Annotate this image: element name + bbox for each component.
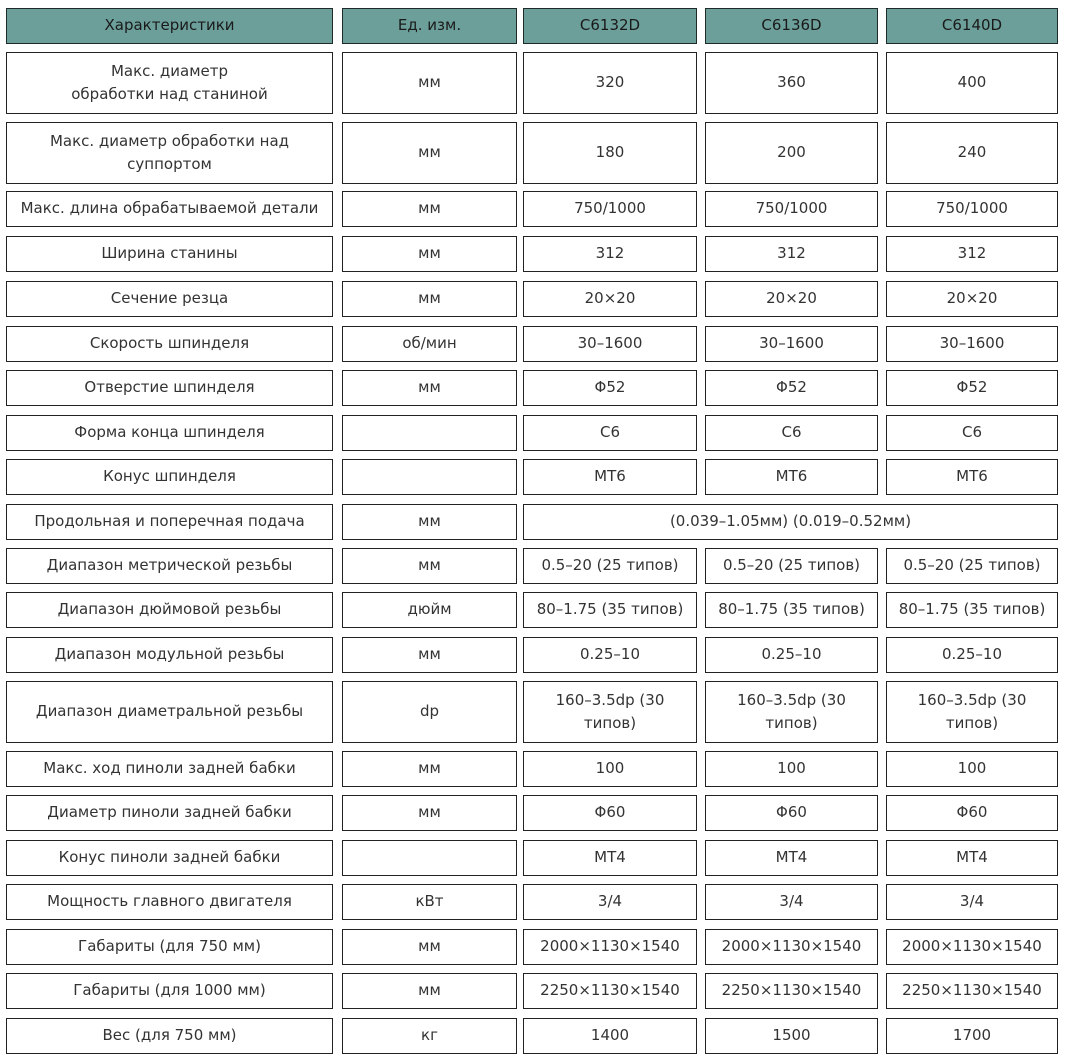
spec-value-cell: 2250×1130×1540 bbox=[705, 973, 878, 1009]
spec-unit-cell: кВт bbox=[342, 884, 517, 920]
spec-value-cell: 1400 bbox=[523, 1018, 697, 1054]
spec-value-cell: 3/4 bbox=[523, 884, 697, 920]
spec-value-cell: 100 bbox=[523, 751, 697, 787]
spec-value-cell: 180 bbox=[523, 122, 697, 184]
spec-unit-cell: кг bbox=[342, 1018, 517, 1054]
spec-value-cell: 2250×1130×1540 bbox=[886, 973, 1058, 1009]
spec-value-cell: 0.5–20 (25 типов) bbox=[705, 548, 878, 584]
spec-unit-cell bbox=[342, 415, 517, 451]
header-characteristics: Характеристики bbox=[6, 8, 333, 44]
spec-value-cell: 30–1600 bbox=[523, 326, 697, 362]
spec-value-cell: C6 bbox=[705, 415, 878, 451]
spec-value-cell: 750/1000 bbox=[705, 191, 878, 227]
spec-unit-cell: dp bbox=[342, 681, 517, 743]
spec-value-cell: 80–1.75 (35 типов) bbox=[523, 592, 697, 628]
spec-unit-cell: мм bbox=[342, 122, 517, 184]
spec-value-cell: Φ60 bbox=[523, 795, 697, 831]
spec-unit-cell: мм bbox=[342, 795, 517, 831]
spec-name-cell: Продольная и поперечная подача bbox=[6, 504, 333, 540]
spec-name-cell: Сечение резца bbox=[6, 281, 333, 317]
spec-name-cell: Макс. диаметр обработки над станиной bbox=[6, 52, 333, 114]
spec-value-cell: C6 bbox=[523, 415, 697, 451]
spec-value-cell: 240 bbox=[886, 122, 1058, 184]
spec-value-cell: 2000×1130×1540 bbox=[886, 929, 1058, 965]
spec-name-cell: Габариты (для 1000 мм) bbox=[6, 973, 333, 1009]
header-model-1: C6132D bbox=[523, 8, 697, 44]
spec-value-cell: 360 bbox=[705, 52, 878, 114]
spec-unit-cell: об/мин bbox=[342, 326, 517, 362]
header-unit: Ед. изм. bbox=[342, 8, 517, 44]
spec-name-cell: Макс. ход пиноли задней бабки bbox=[6, 751, 333, 787]
spec-value-cell: 750/1000 bbox=[523, 191, 697, 227]
spec-unit-cell: мм bbox=[342, 973, 517, 1009]
spec-value-cell: 0.5–20 (25 типов) bbox=[523, 548, 697, 584]
spec-unit-cell: мм bbox=[342, 52, 517, 114]
spec-name-cell: Макс. диаметр обработки над суппортом bbox=[6, 122, 333, 184]
spec-value-cell: 320 bbox=[523, 52, 697, 114]
spec-value-cell: MT4 bbox=[886, 840, 1058, 876]
header-model-2: C6136D bbox=[705, 8, 878, 44]
spec-unit-cell bbox=[342, 459, 517, 495]
spec-value-cell: 20×20 bbox=[523, 281, 697, 317]
spec-value-cell: MT4 bbox=[705, 840, 878, 876]
spec-value-cell: Φ60 bbox=[705, 795, 878, 831]
spec-value-cell: 400 bbox=[886, 52, 1058, 114]
spec-name-cell: Отверстие шпинделя bbox=[6, 370, 333, 406]
spec-unit-cell bbox=[342, 840, 517, 876]
spec-unit-cell: мм bbox=[342, 281, 517, 317]
spec-unit-cell: дюйм bbox=[342, 592, 517, 628]
spec-value-cell: 80–1.75 (35 типов) bbox=[886, 592, 1058, 628]
spec-value-cell: 80–1.75 (35 типов) bbox=[705, 592, 878, 628]
spec-value-cell: 100 bbox=[886, 751, 1058, 787]
spec-value-cell-merged: (0.039–1.05мм) (0.019–0.52мм) bbox=[523, 504, 1058, 540]
spec-value-cell: 160–3.5dp (30 типов) bbox=[886, 681, 1058, 743]
spec-unit-cell: мм bbox=[342, 236, 517, 272]
spec-value-cell: 100 bbox=[705, 751, 878, 787]
spec-unit-cell: мм bbox=[342, 751, 517, 787]
spec-value-cell: Φ52 bbox=[886, 370, 1058, 406]
spec-name-cell: Ширина станины bbox=[6, 236, 333, 272]
spec-value-cell: 30–1600 bbox=[886, 326, 1058, 362]
spec-value-cell: 160–3.5dp (30 типов) bbox=[523, 681, 697, 743]
spec-value-cell: 20×20 bbox=[705, 281, 878, 317]
spec-name-cell: Вес (для 750 мм) bbox=[6, 1018, 333, 1054]
spec-unit-cell: мм bbox=[342, 548, 517, 584]
spec-name-cell: Габариты (для 750 мм) bbox=[6, 929, 333, 965]
spec-value-cell: MT6 bbox=[886, 459, 1058, 495]
spec-value-cell: 2250×1130×1540 bbox=[523, 973, 697, 1009]
spec-value-cell: 750/1000 bbox=[886, 191, 1058, 227]
spec-value-cell: 30–1600 bbox=[705, 326, 878, 362]
spec-name-cell: Диапазон модульной резьбы bbox=[6, 637, 333, 673]
spec-value-cell: 1700 bbox=[886, 1018, 1058, 1054]
spec-name-cell: Конус шпинделя bbox=[6, 459, 333, 495]
spec-name-cell: Мощность главного двигателя bbox=[6, 884, 333, 920]
spec-value-cell: 0.25–10 bbox=[523, 637, 697, 673]
spec-unit-cell: мм bbox=[342, 370, 517, 406]
spec-name-cell: Форма конца шпинделя bbox=[6, 415, 333, 451]
spec-name-cell: Диапазон метрической резьбы bbox=[6, 548, 333, 584]
spec-value-cell: C6 bbox=[886, 415, 1058, 451]
spec-unit-cell: мм bbox=[342, 504, 517, 540]
spec-name-cell: Скорость шпинделя bbox=[6, 326, 333, 362]
spec-value-cell: 312 bbox=[886, 236, 1058, 272]
spec-value-cell: 3/4 bbox=[886, 884, 1058, 920]
spec-unit-cell: мм bbox=[342, 191, 517, 227]
spec-value-cell: 20×20 bbox=[886, 281, 1058, 317]
spec-name-cell: Диапазон дюймовой резьбы bbox=[6, 592, 333, 628]
spec-value-cell: 2000×1130×1540 bbox=[523, 929, 697, 965]
spec-value-cell: MT6 bbox=[705, 459, 878, 495]
spec-value-cell: 160–3.5dp (30 типов) bbox=[705, 681, 878, 743]
spec-value-cell: Φ60 bbox=[886, 795, 1058, 831]
spec-value-cell: 0.25–10 bbox=[886, 637, 1058, 673]
spec-value-cell: Φ52 bbox=[523, 370, 697, 406]
spec-value-cell: 200 bbox=[705, 122, 878, 184]
spec-unit-cell: мм bbox=[342, 929, 517, 965]
spec-value-cell: 3/4 bbox=[705, 884, 878, 920]
spec-name-cell: Макс. длина обрабатываемой детали bbox=[6, 191, 333, 227]
spec-unit-cell: мм bbox=[342, 637, 517, 673]
spec-name-cell: Конус пиноли задней бабки bbox=[6, 840, 333, 876]
spec-value-cell: 312 bbox=[705, 236, 878, 272]
spec-value-cell: MT4 bbox=[523, 840, 697, 876]
spec-name-cell: Диаметр пиноли задней бабки bbox=[6, 795, 333, 831]
spec-name-cell: Диапазон диаметральной резьбы bbox=[6, 681, 333, 743]
spec-value-cell: Φ52 bbox=[705, 370, 878, 406]
spec-value-cell: 312 bbox=[523, 236, 697, 272]
spec-value-cell: 2000×1130×1540 bbox=[705, 929, 878, 965]
spec-value-cell: 0.25–10 bbox=[705, 637, 878, 673]
spec-value-cell: 1500 bbox=[705, 1018, 878, 1054]
spec-value-cell: 0.5–20 (25 типов) bbox=[886, 548, 1058, 584]
spec-value-cell: MT6 bbox=[523, 459, 697, 495]
header-model-3: C6140D bbox=[886, 8, 1058, 44]
